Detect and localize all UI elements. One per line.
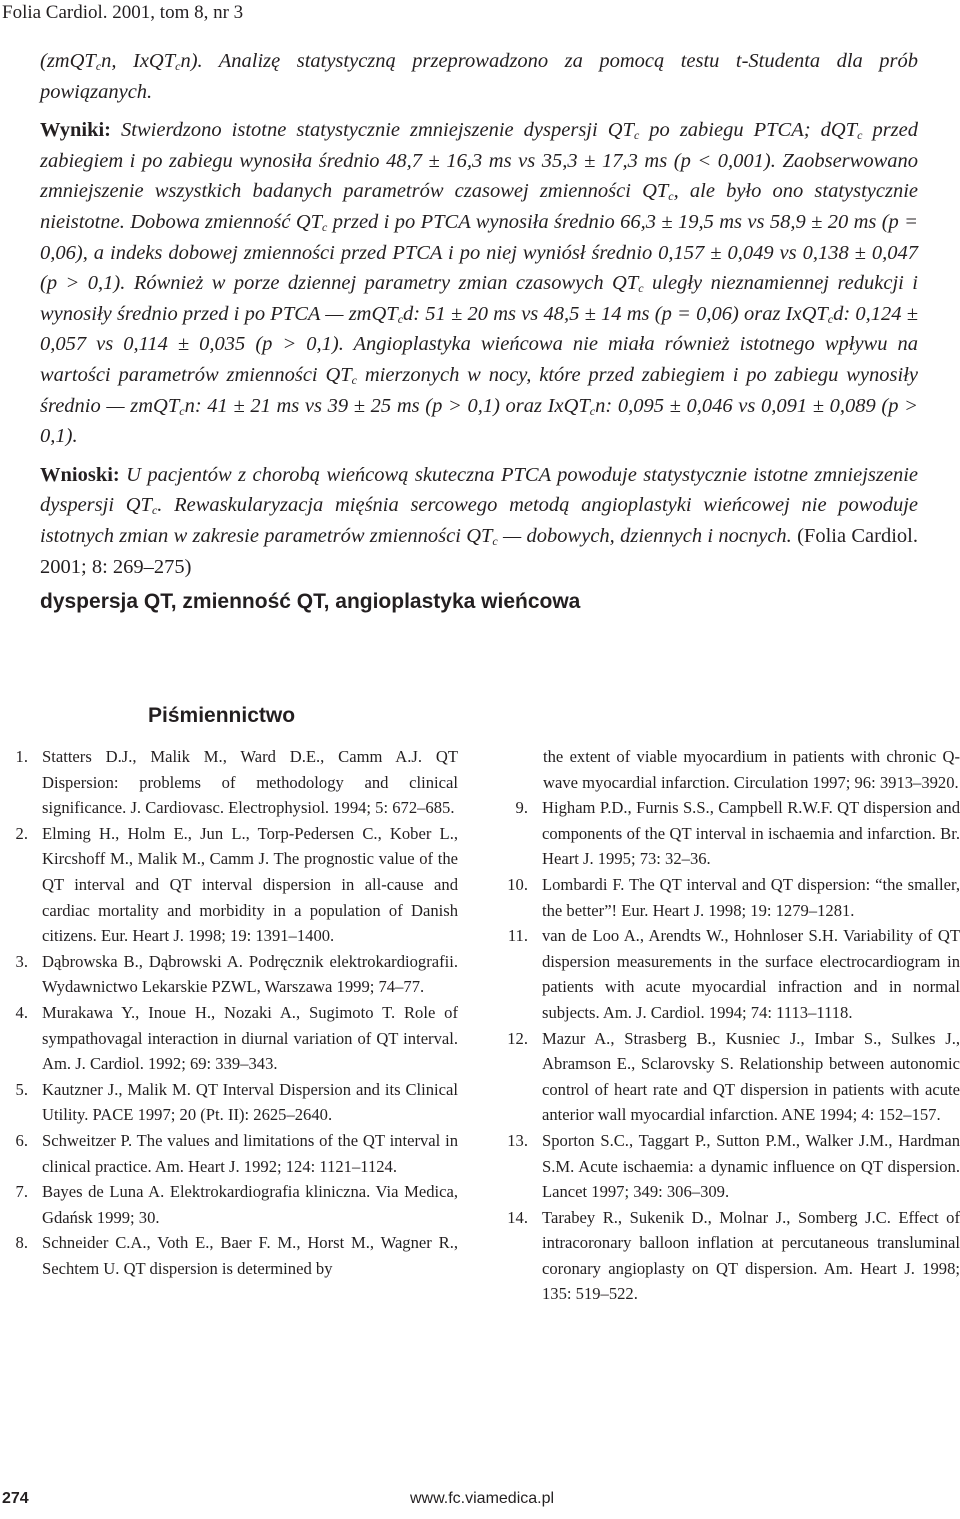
reference-text: Kautzner J., Malik M. QT Interval Dispersion and its Clinical Utility. PACE 1997; 20 (Pt. II): 2625–2640. [42,1079,458,1125]
reference-text: Mazur A., Strasberg B., Kusniec J., Imbar S., Sulkes J., Abramson E., Sclarovsky S. Relationship between autonomic control of heart rate and QT dispersion in patients with acute anterior wall myocardial infarction. ANE 1994; 4: 152–157. [542,1028,960,1125]
reference-number: 5. [15,1079,28,1099]
reference-text: Sporton S.C., Taggart P., Sutton P.M., Walker J.M., Hardman S.M. Acute ischaemia: a dynamic influence on QT dispersion. Lancet 1997; 349: 306–309. [542,1130,960,1202]
reference-text: Higham P.D., Furnis S.S., Campbell R.W.F. QT dispersion and components of the QT interval in ischaemia and infarction. Br. Heart J. 1995; 73: 32–36. [542,798,960,869]
conclusions-paragraph: Wnioski: U pacjentów z chorobą wieńcową skuteczna PTCA powoduje statystycznie istotne zmniejszenie dyspersji $QT_c$. Rewaskularyzacja mięśnia sercowego metodą angioplastyki wieńcowej nie powoduje istotnych zmian w zakresie parametrów zmienności $QT_c$ — dobowych, dziennych i nocnych. (Folia Cardiol. 2001; 8: 269–275) [40,463,918,578]
journal-url: www.fc.viamedica.pl [410,1490,555,1507]
reference-text: Statters D.J., Malik M., Ward D.E., Camm A.J. QT Dispersion: problems of methodology and clinical significance. J. Cardiovasc. Electrophysiol. 1994; 5: 672–685. [42,747,458,818]
methods-tail: (zmQT$_c$n, IxQT$_c$n). Analizę statystyczną przeprowadzono za pomocą testu t-Studenta dla prób powiązanych. [40,50,918,103]
results-paragraph: Wyniki: Stwierdzono istotne statystycznie zmniejszenie dyspersji $QT_c$ po zabiegu PTCA; dQT$_c$ przed zabiegiem i po zabiegu wynosiła średnio 48,7 ± 16,3 ms vs 35,3 ± 17,3 ms (p < 0,001). Zaobserwowano zmniejszenie wszystkich badanych parametrów czasowej zmienności $QT_c$, ale było ono statystycznie nieistotne. Dobowa zmienność $QT_c$ przed i po PTCA wynosiła średnio 66,3 ± 19,5 ms vs 58,9 ± 20 ms (p = 0,06), a indeks dobowej zmienności przed PTCA i po niej wyniósł średnio 0,157 ± 0,049 vs 0,138 ± 0,047 (p > 0,1). Również w porze dziennej parametry zmian czasowych $QT_c$ uległy nieznamiennej redukcji i wynosiły średnio przed i po PTCA — zmQT$_c$d: 51 ± 20 ms vs 48,5 ± 14 ms (p = 0,06) oraz IxQT$_c$d: 0,124 ± 0,057 vs 0,114 ± 0,035 (p > 0,1). Angioplastyka wieńcowa nie miała również istotnego wpływu na wartości parametrów zmienności $QT_c$ mierzonych w nocy, które przed zabiegiem i po zabiegu wynosiły średnio — zmQT$_c$n: 41 ± 21 ms vs 39 ± 25 ms (p > 0,1) oraz IxQT$_c$n: 0,095 ± 0,046 vs 0,091 ± 0,089 (p > 0,1). [40,119,919,448]
reference-item [500,1128,960,1205]
reference-item [0,821,458,949]
reference-number: 3. [15,951,28,971]
reference-text: Elming H., Holm E., Jun L., Torp-Pedersen C., Kober L., Kircshoff M., Malik M., Camm J. The prognostic value of the QT interval and QT interval dispersion in all-cause and cardiac mortality and morbidity in a population of Danish citizens. Eur. Heart J. 1998; 19: 1391–1400. [42,823,458,946]
reference-item [500,1026,960,1128]
reference-item [500,923,960,1025]
reference-text: Schneider C.A., Voth E., Baer F. M., Horst M., Wagner R., Sechtem U. QT dispersion is determined by [42,1233,458,1278]
results-label: Wyniki: [40,119,112,142]
reference-item [500,744,960,795]
reference-text: Tarabey R., Sukenik D., Molnar J., Somberg J.C. Effect of intracoronary balloon inflation at percutaneous transluminal coronary angioplasty on QT dispersion. Am. Heart J. 1998; 135: 519–522. [542,1207,960,1304]
reference-number: 9. [515,798,528,818]
reference-item [500,795,960,872]
reference-text: Lombardi F. The QT interval and QT dispersion: “the smaller, the better”! Eur. Heart J. 1998; 19: 1279–1281. [542,874,960,920]
reference-item [500,1205,960,1307]
reference-number: 8. [15,1233,28,1253]
reference-item [0,1128,458,1179]
reference-text: Bayes de Luna A. Elektrokardiografia kliniczna. Via Medica, Gdańsk 1999; 30. [42,1182,458,1227]
references-heading: Piśmiennictwo [148,704,296,727]
reference-item [0,1077,458,1128]
keywords: dyspersja QT, zmienność QT, angioplastyka wieńcowa [40,590,581,613]
abstract [40,46,918,582]
reference-text: van de Loo A., Arendts W., Hohnloser S.H. Variability of QT dispersion measurements in the surface electrocardiogram in patients with acute myocardial infraction and in normal subjects. Am. J. Cardiol. 1994; 74: 1113–1118. [542,926,960,1022]
reference-item [0,1230,458,1281]
reference-number: 11. [507,926,528,946]
reference-number: 12. [507,1028,528,1048]
reference-text: Dąbrowska B., Dąbrowski A. Podręcznik elektrokardiografii. Wydawnictwo Lekarskie PZWL, Warszawa 1999; 74–77. [42,951,458,997]
reference-item [0,1000,458,1077]
running-header: Folia Cardiol. 2001, tom 8, nr 3 [2,2,244,23]
reference-text: Schweitzer P. The values and limitations of the QT interval in clinical practice. Am. Heart J. 1992; 124: 1121–1124. [42,1130,458,1176]
reference-text: Murakawa Y., Inoue H., Nozaki A., Sugimoto T. Role of sympathovagal interaction in diurnal variation of QT interval. Am. J. Cardiol. 1992; 69: 339–343. [42,1002,458,1074]
reference-item [0,1179,458,1230]
reference-number: 2. [15,823,28,843]
reference-text: the extent of viable myocardium in patients with chronic Q-wave myocardial infarction. Circulation 1997; 96: 3913–3920. [543,747,960,792]
reference-number: 10. [507,874,528,894]
reference-item [0,744,458,821]
reference-number: 7. [15,1182,28,1202]
conclusions-label: Wnioski: [40,463,120,486]
references-right-column [500,744,960,1307]
page-number: 274 [2,1490,29,1507]
reference-number: 13. [507,1130,528,1150]
reference-number: 6. [15,1130,28,1150]
references-left-column [0,744,458,1281]
reference-item [500,872,960,923]
reference-item [0,949,458,1000]
citation: (Folia Cardiol. 2001; 8: 269–275) [40,524,918,578]
reference-number: 1. [15,747,28,766]
reference-number: 14. [507,1207,528,1227]
reference-number: 4. [15,1002,28,1022]
